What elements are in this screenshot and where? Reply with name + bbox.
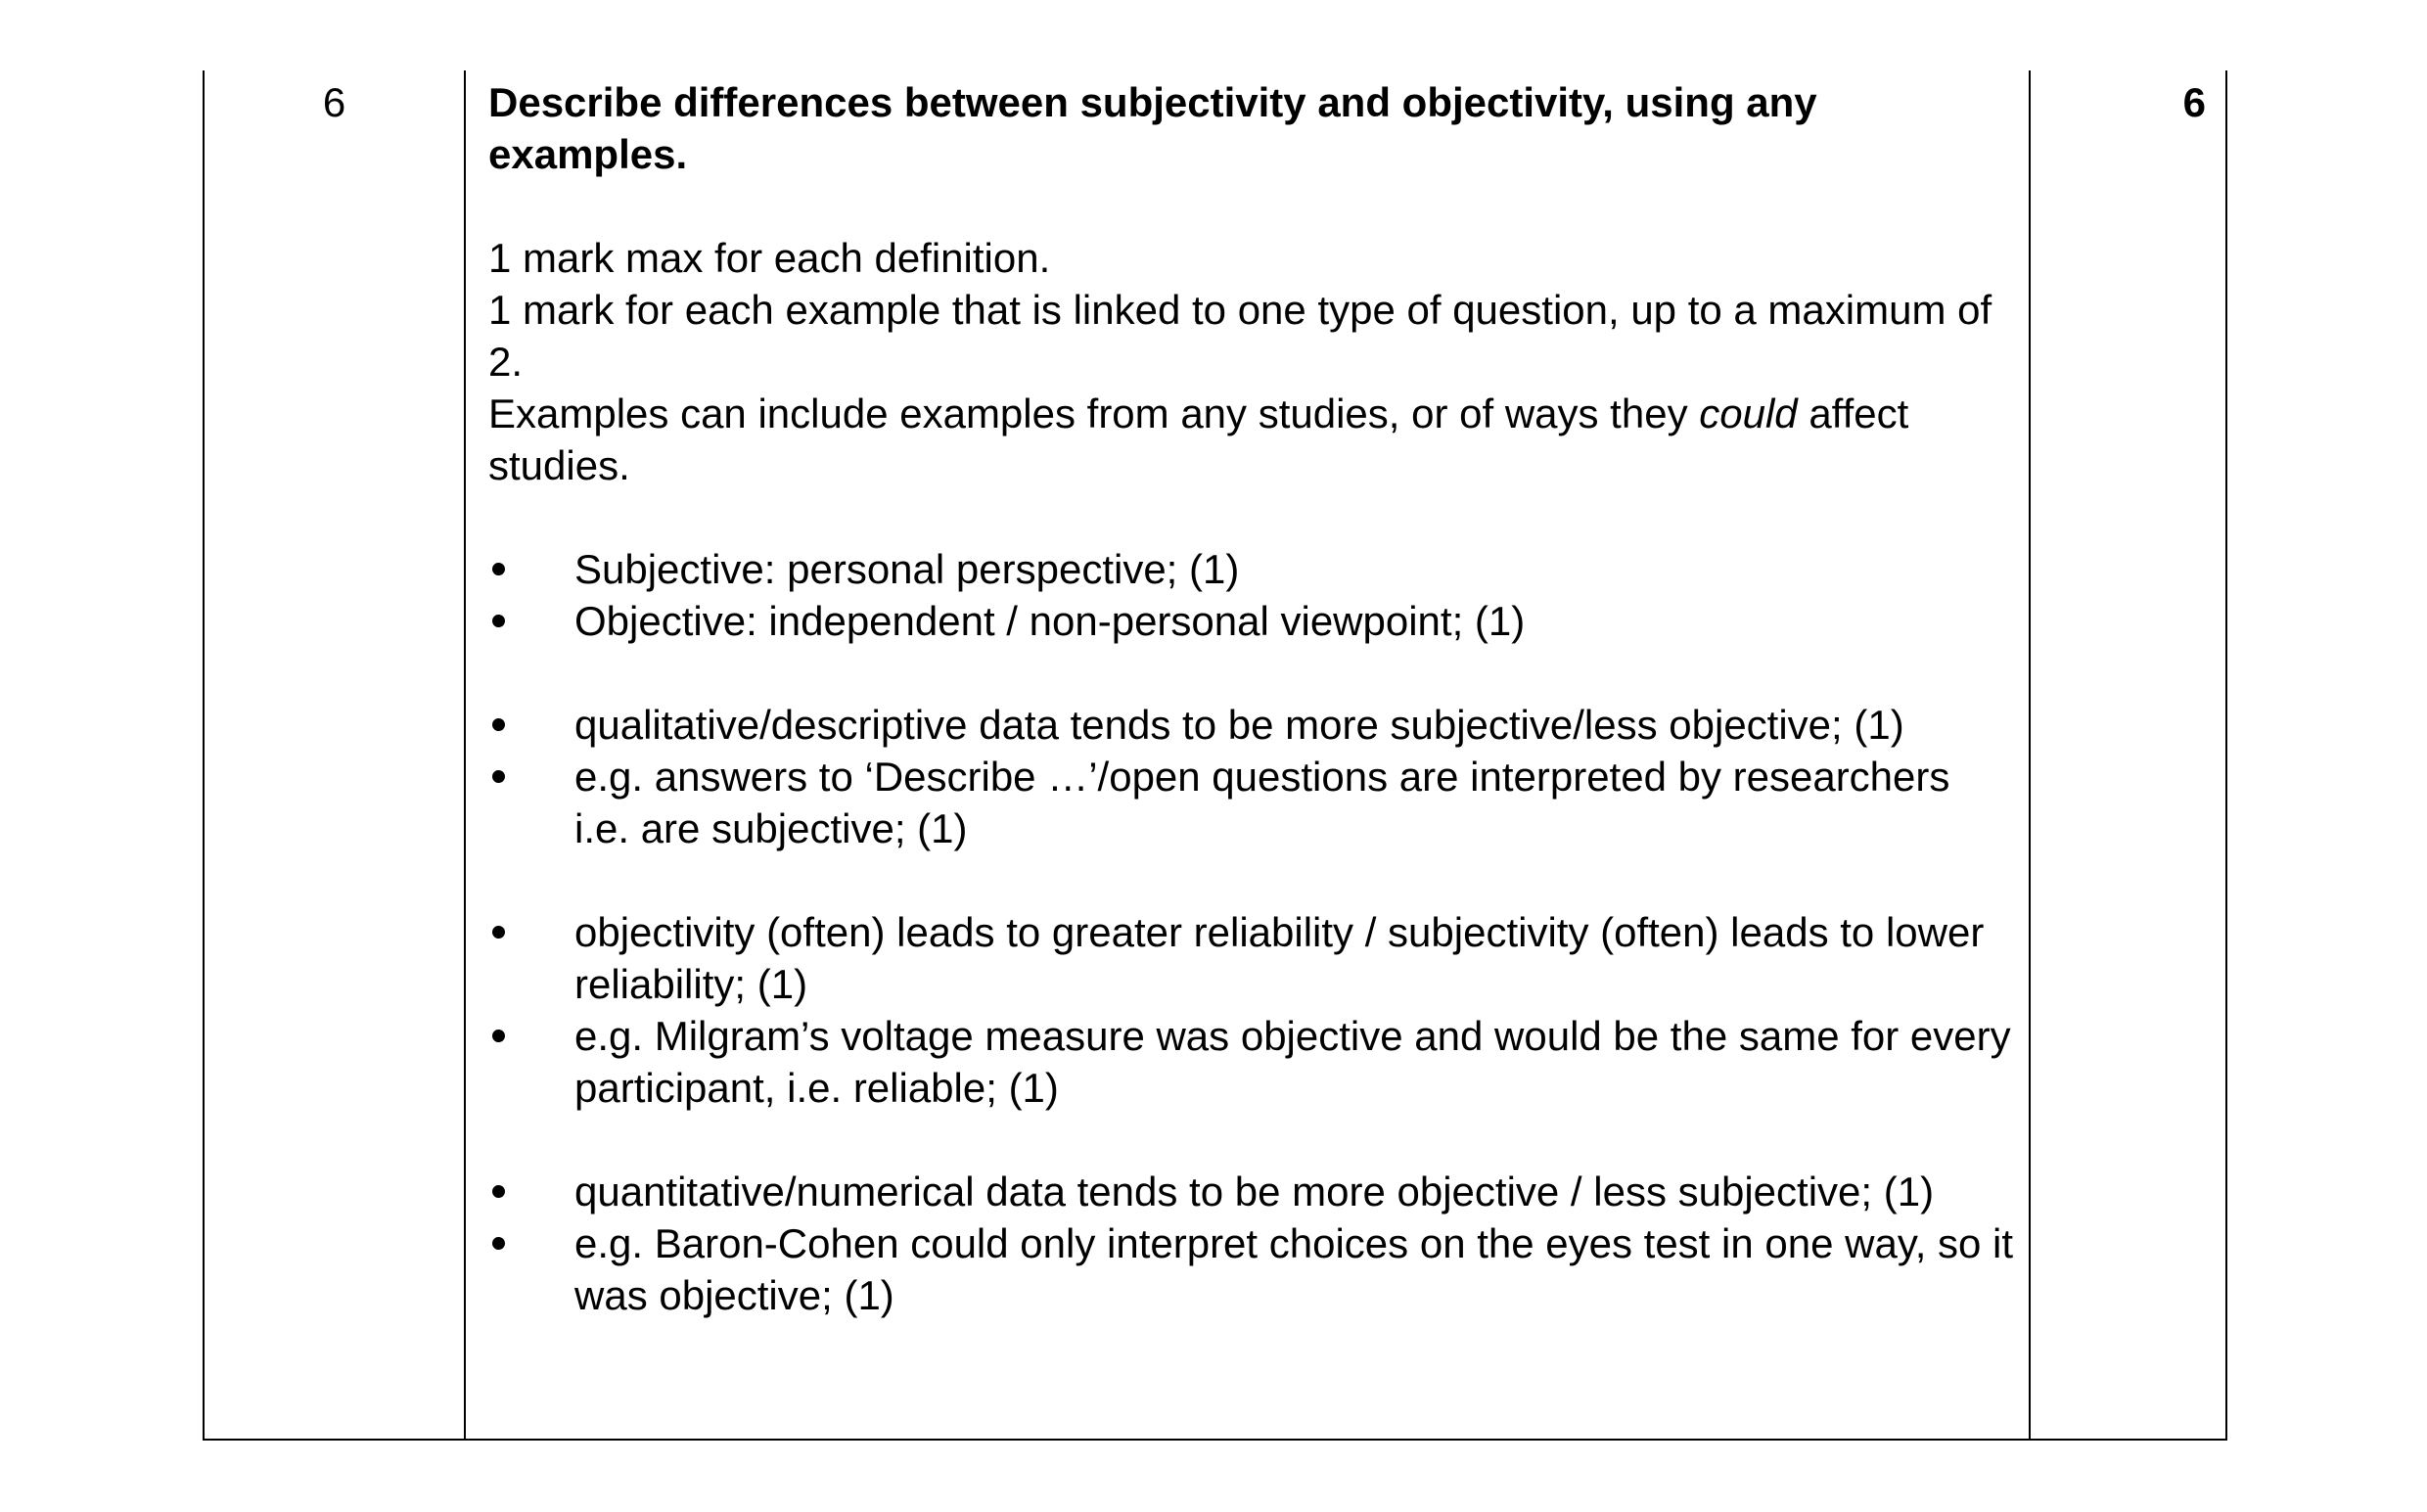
answer-column: [488, 76, 2015, 1321]
question-marks: 6: [2182, 79, 2206, 125]
list-item-text: qualitative/descriptive data tends to be more subjective/less objective; (1): [574, 702, 1904, 748]
list-item-text: quantitative/numerical data tends to be more objective / less subjective; (1): [574, 1168, 1935, 1214]
bullet-group-reliability: [488, 906, 2015, 1114]
bullet-group-qualitative: [488, 699, 2015, 854]
list-item: [488, 543, 2015, 595]
list-item-text: e.g. Baron-Cohen could only interpret choices on the eyes test in one way, so it was objective; (1): [574, 1220, 2014, 1318]
bullet-icon: [488, 751, 508, 802]
list-item: [488, 595, 2015, 647]
column-divider-left: [464, 70, 466, 1439]
list-item-text: e.g. Milgram’s voltage measure was objective and would be the same for every participant, i.e. reliable; (1): [574, 1013, 2011, 1111]
bullet-group-definitions: [488, 543, 2015, 647]
list-item: [488, 1217, 2015, 1321]
question-title: Describe differences between subjectivity and objectivity, using any examples.: [488, 79, 1817, 177]
guidance-text: affect studies.: [488, 390, 1909, 488]
question-number: 6: [322, 79, 346, 125]
list-item: [488, 751, 2015, 854]
bullet-icon: [488, 543, 508, 595]
column-divider-right: [2029, 70, 2031, 1439]
list-item-text: Subjective: personal perspective; (1): [574, 546, 1240, 592]
bullet-icon: [488, 1217, 508, 1269]
guidance-line: 1 mark max for each definition.: [488, 235, 1051, 281]
mark-scheme-table: [203, 70, 2227, 1441]
bullet-icon: [488, 906, 508, 958]
guidance-text: Examples can include examples from any studies, or of ways they: [488, 390, 1700, 436]
list-item-text: objectivity (often) leads to greater reliability / subjectivity (often) leads to lower reliability; (1): [574, 909, 1985, 1007]
guidance-line: [488, 388, 2015, 491]
list-item: [488, 1166, 2015, 1217]
bullet-icon: [488, 1166, 508, 1217]
bullet-icon: [488, 1010, 508, 1062]
bullet-group-quantitative: [488, 1166, 2015, 1321]
guidance-line: 1 mark for each example that is linked to one type of question, up to a maximum of 2.: [488, 287, 1992, 385]
bullet-icon: [488, 595, 508, 647]
list-item-text: e.g. answers to ‘Describe …’/open questions are interpreted by researchers i.e. are subjective; (1): [574, 754, 1950, 851]
list-item-text: Objective: independent / non-personal viewpoint; (1): [574, 598, 1526, 644]
list-item: [488, 1010, 2015, 1114]
list-item: [488, 906, 2015, 1010]
bullet-icon: [488, 699, 508, 751]
list-item: [488, 699, 2015, 751]
guidance-emphasis: could: [1699, 390, 1798, 436]
marking-guidance: [488, 232, 2015, 491]
